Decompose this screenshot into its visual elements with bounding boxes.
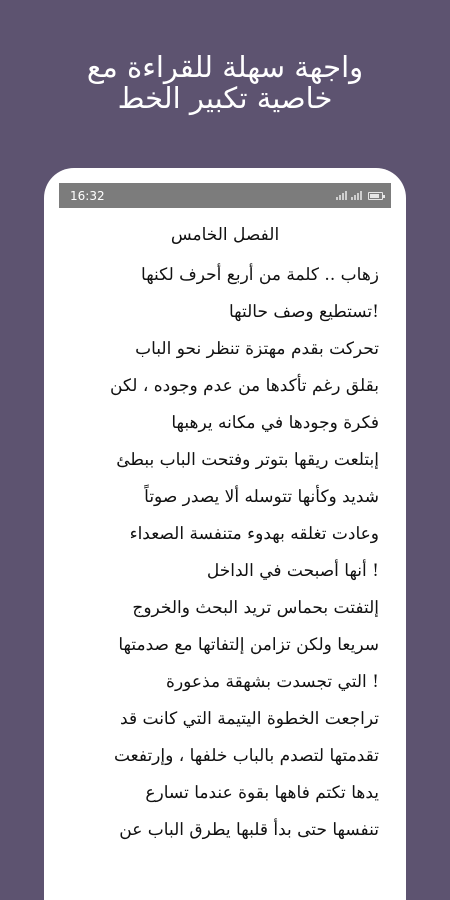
text-line: !تستطيع وصف حالتها: [228, 302, 379, 322]
text-line: يدها تكتم فاهها بقوة عندما تسارع: [145, 783, 379, 803]
headline-line-2: خاصية تكبير الخط: [117, 81, 333, 115]
text-line: زهاب .. كلمة من أربع أحرف لكنها: [141, 265, 379, 285]
phone-mockup: [44, 168, 406, 900]
text-line: تراجعت الخطوة اليتيمة التي كانت قد: [120, 709, 379, 729]
text-line: تنفسها حتى بدأ قلبها يطرق الباب عن: [119, 820, 379, 840]
text-line: إلتفتت بحماس تريد البحث والخروج: [132, 598, 379, 618]
text-line: وعادت تغلقه بهدوء متنفسة الصعداء: [129, 524, 379, 544]
text-line: تحركت بقدم مهتزة تنظر نحو الباب: [135, 339, 379, 359]
text-line: إبتلعت ريقها بتوتر وفتحت الباب ببطئ: [116, 450, 379, 470]
status-icons: [336, 191, 383, 200]
text-line: سريعا ولكن تزامن إلتفاتها مع صدمتها: [118, 635, 379, 655]
reader-screen[interactable]: [59, 183, 391, 900]
text-line: بقلق رغم تأكدها من عدم وجوده ، لكن: [109, 376, 379, 396]
reader-text[interactable]: [67, 257, 379, 849]
status-time: 16:32: [70, 188, 105, 203]
chapter-title: الفصل الخامس: [170, 225, 280, 245]
signal-icon: [336, 191, 347, 200]
promo-headline: [0, 52, 450, 114]
text-line: تقدمتها لتصدم بالباب خلفها ، وإرتفعت: [113, 746, 379, 766]
headline-line-1: واجهة سهلة للقراءة مع: [86, 50, 364, 84]
text-line: فكرة وجودها في مكانه يرهبها: [171, 413, 379, 433]
battery-icon: [368, 192, 383, 200]
text-line: شديد وكأنها تتوسله ألا يصدر صوتاً: [144, 487, 379, 507]
text-line: ! التي تجسدت بشهقة مذعورة: [166, 672, 379, 692]
text-line: ! أنها أصبحت في الداخل: [206, 561, 379, 581]
status-bar: [59, 183, 391, 208]
signal-icon: [351, 191, 362, 200]
